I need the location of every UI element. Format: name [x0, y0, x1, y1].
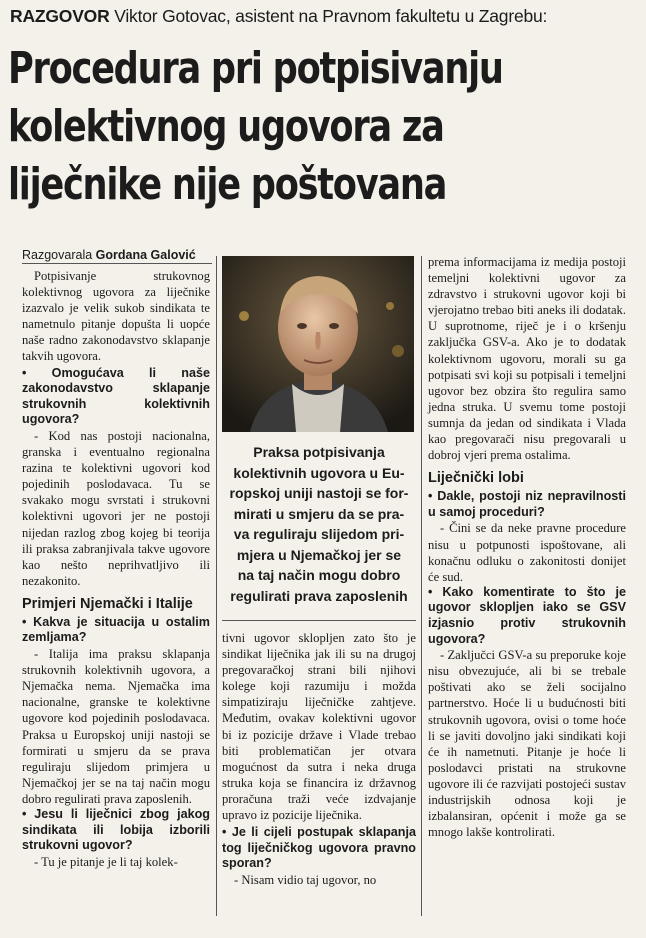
question-5: • Dakle, postoji niz nepravilnosti u samoj proceduri? — [428, 489, 626, 519]
byline-prefix: Razgovarala — [22, 248, 93, 262]
column-2 — [222, 630, 416, 888]
column-divider-1 — [216, 256, 217, 916]
answer-6: - Zaključci GSV-a su preporuke koje nisu obvezujuće, ali bi se trebale poštivati ako se želi socijalno partnerstvo. Hoće li u budućnosti biti strukovnih ugovora, ovisi o tome hoće li se javiti dovoljno jaki sindikati koji će ih nametnuti. Pitanje je hoće li poslodavci pristati na strukovne ugovore ili će razvijati postojeći sustav industrijskih odnosa koji je izbalansiran, općenit i može ga se mnogo lakše kontrolirati. — [428, 648, 626, 840]
question-1: • Omogućava li naše zakonodavstvo sklapanje strukovnih kolektivnih ugovora? — [22, 365, 210, 427]
headline — [8, 40, 640, 214]
pull-quote-line: Praksa potpisivanja — [253, 444, 385, 460]
byline-author: Gordana Galović — [95, 248, 196, 262]
question-6: • Kako komentirate to što je ugovor sklopljen iako se GSV izjasnio protiv strukovnih ugovora? — [428, 584, 626, 646]
column-3-text: prema informacijama iz medija postoji temeljni kolektivni ugovor za zdravstvo i strukovni ugovor koji bi vjerojatno trebao biti aneks ili dodatak. U suprotnome, riječ je i o kršenju zaključka GSV-a. Ako je to dodatak kolektivnom ugovoru, morali su ga potpisati svi koji su potpisali i temeljni ugovor bez obzira što regulira samo jedna struka. U svemu tome postoji sumnja da jedan od sindikata i Vlada kao pregovarači nisu pregovarali u dobroj vjeri prema ostalima. — [428, 255, 626, 463]
column-1 — [22, 268, 210, 870]
portrait-photo — [222, 256, 414, 432]
pull-quote-line: va reguliraju slijedom pri- — [233, 526, 405, 542]
column-divider-2 — [421, 256, 422, 916]
subheading-1: Primjeri Njemački i Italije — [22, 595, 193, 612]
byline-rule — [22, 263, 212, 264]
pull-quote-line: mjera u Njemačkoj jer se — [236, 546, 402, 563]
question-2: • Kakva je situacija u ostalim zemljama? — [22, 614, 210, 645]
kicker-label: RAZGOVOR — [10, 6, 110, 26]
intro-paragraph: Potpisivanje strukovnog kolektivnog ugovora za liječnike izazvalo je velik sukob sindikata te nametnulo pitanje dopušta li uopće naše radno zakonodavstvo sklapanje takvih ugovora. — [22, 269, 210, 364]
portrait-illustration — [222, 256, 414, 432]
pull-quote-rule — [222, 620, 416, 621]
column-3 — [428, 254, 626, 840]
answer-2: - Italija ima praksu sklapanja strukovnih kolektivnih ugovora, a Njemačka nema. Njemačka ima nacionalne, granske te kolektivne ugovore kod pojedinih poslodavaca. Praksa u Europskoj uniji nastoji se formirati u smjeru da se prava reguliraju slijedom primjera u Njemačkoj jer se na taj način mogu dobro regulirati prava zaposlenih. — [22, 647, 210, 806]
kicker-text: Viktor Gotovac, asistent na Pravnom fakultetu u Zagrebu: — [114, 6, 548, 26]
answer-5: - Čini se da neke pravne procedure nisu u potpunosti ispoštovane, ali konačnu odluku o zakonitosti donijet će sud. — [428, 521, 626, 584]
byline — [22, 248, 196, 262]
headline-line-3: liječnike nije poštovana — [8, 159, 447, 210]
kicker-line — [10, 6, 638, 27]
answer-4: - Nisam vidio taj ugovor, no — [234, 872, 377, 887]
pull-quote-line: mirati u smjeru da se pra- — [233, 505, 405, 522]
answer-3: - Tu je pitanje je li taj kolek- — [34, 854, 178, 869]
headline-line-2: kolektivnog ugovora za — [8, 101, 444, 152]
subheading-2: Liječnički lobi — [428, 470, 524, 487]
pull-quote-line: regulirati prava zaposlenih — [230, 587, 408, 604]
answer-1: - Kod nas postoji nacionalna, granska i eventualno regionalna razina te kolektivni ugovori kod pojedinih poslodavaca. Tu se svakako mogu svrstati i strukovni kolektivni ugovori jer ne postoji nijedan razlog zbog kojeg bi teorija ili praksa zabranjivala takve ugovore kao nešto neprihvatljivo ili nezakonito. — [22, 428, 210, 588]
question-3: • Jesu li liječnici zbog jakog sindikata ili lobija izborili strukovni ugovor? — [22, 807, 210, 853]
headline-line-1: Procedura pri potpisivanju — [8, 43, 503, 94]
question-4: • Je li cijeli postupak sklapanja tog liječničkog ugovora pravno sporan? — [222, 825, 416, 871]
pull-quote-line: ropskoj uniji nastoji se for- — [229, 485, 409, 501]
pull-quote — [222, 442, 416, 606]
pull-quote-line: na taj način mogu dobro — [237, 567, 401, 583]
column-2-text: tivni ugovor sklopljen zato što je sindikat liječnika jak ili su na drugoj pregovaračkoj strani bili njihovi kolege koji razumiju i možda simpatiziraju liječničke zahtjeve. Međutim, ovakav kolektivni ugovor bi iz pozicije države i Vlade trebao biti problematičan jer otvara mogućnost da sutra i neka druga struka koja se financira iz državnog proračuna traži veće izdvajanje upravo iz pozicije liječnika. — [222, 631, 416, 823]
pull-quote-line: kolektivnih ugovora u Eu- — [233, 464, 405, 481]
